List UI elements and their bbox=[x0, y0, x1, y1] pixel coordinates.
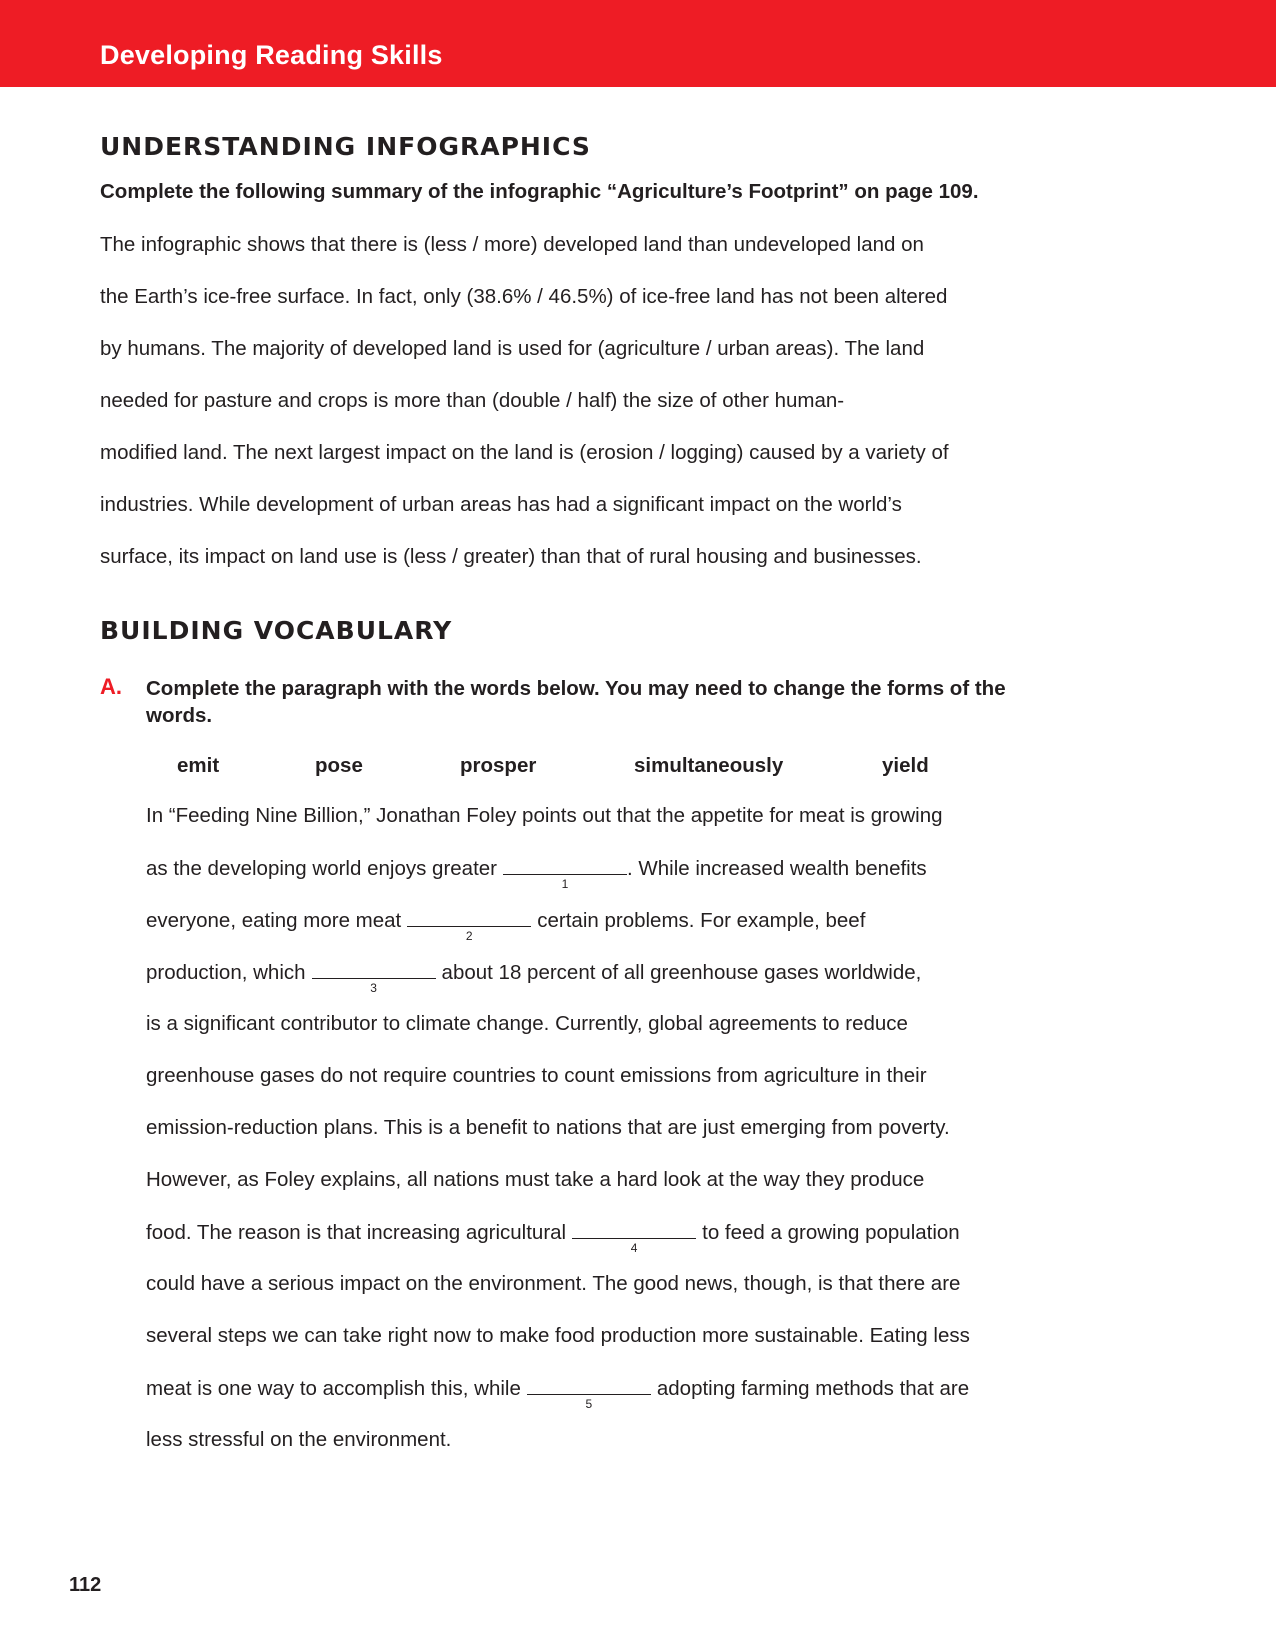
summary-line: industries. While development of urban areas has had a significant impact on the world’s bbox=[100, 493, 902, 516]
paragraph-line bbox=[146, 961, 922, 995]
paragraph-line: less stressful on the environment. bbox=[146, 1428, 452, 1451]
paragraph-text: about 18 percent of all greenhouse gases worldwide, bbox=[441, 961, 922, 984]
blank-number: 5 bbox=[585, 1397, 593, 1411]
summary-line: needed for pasture and crops is more than (double / half) the size of other human- bbox=[100, 389, 845, 412]
paragraph-line: In “Feeding Nine Billion,” Jonathan Foley points out that the appetite for meat is growing bbox=[146, 804, 943, 827]
paragraph-text: to feed a growing population bbox=[702, 1221, 960, 1244]
blank-5[interactable] bbox=[527, 1378, 651, 1411]
infographics-heading: UNDERSTANDING INFOGRAPHICS bbox=[100, 132, 591, 161]
paragraph-line: could have a serious impact on the environment. The good news, though, is that there are bbox=[146, 1272, 961, 1295]
paragraph-text: everyone, eating more meat bbox=[146, 909, 402, 932]
paragraph-text: production, which bbox=[146, 961, 306, 984]
blank-number: 2 bbox=[465, 929, 473, 943]
paragraph-text: food. The reason is that increasing agricultural bbox=[146, 1221, 567, 1244]
vocabulary-heading: BUILDING VOCABULARY bbox=[100, 616, 453, 645]
summary-line: the Earth’s ice-free surface. In fact, only (38.6% / 46.5%) of ice-free land has not been altered bbox=[100, 285, 948, 308]
blank-number: 3 bbox=[370, 981, 377, 995]
page-number: 112 bbox=[69, 1574, 102, 1596]
paragraph-line bbox=[146, 857, 927, 891]
item-prompt: Complete the paragraph with the words below. You may need to change the forms of the words. bbox=[146, 677, 1006, 727]
section-title: Developing Reading Skills bbox=[100, 40, 443, 70]
word-bank-item: pose bbox=[315, 754, 363, 777]
blank-4[interactable] bbox=[572, 1222, 696, 1255]
blank-3[interactable] bbox=[312, 962, 436, 995]
paragraph-line: is a significant contributor to climate change. Currently, global agreements to reduce bbox=[146, 1012, 908, 1035]
paragraph-text: certain problems. For example, beef bbox=[537, 909, 866, 932]
paragraph-line bbox=[146, 1377, 970, 1411]
paragraph-text: . While increased wealth benefits bbox=[627, 857, 927, 880]
paragraph-line bbox=[146, 1221, 960, 1255]
paragraph-text: meat is one way to accomplish this, while bbox=[146, 1377, 521, 1400]
word-bank-item: emit bbox=[177, 754, 220, 777]
paragraph-text: adopting farming methods that are bbox=[656, 1377, 970, 1400]
blank-2[interactable] bbox=[407, 910, 531, 943]
summary-line: surface, its impact on land use is (less / greater) than that of rural housing and businesses. bbox=[100, 545, 922, 568]
item-letter: A. bbox=[100, 674, 122, 699]
header-banner bbox=[0, 0, 1276, 87]
infographics-instructions: Complete the following summary of the infographic “Agriculture’s Footprint” on page 109. bbox=[100, 180, 979, 203]
word-bank-item: simultaneously bbox=[634, 754, 784, 777]
paragraph-line: emission-reduction plans. This is a benefit to nations that are just emerging from poverty. bbox=[146, 1116, 950, 1139]
word-bank-item: prosper bbox=[460, 754, 537, 777]
summary-line: modified land. The next largest impact on the land is (erosion / logging) caused by a variety of bbox=[100, 441, 949, 464]
paragraph-line: However, as Foley explains, all nations must take a hard look at the way they produce bbox=[146, 1168, 925, 1191]
paragraph-text: as the developing world enjoys greater bbox=[146, 857, 497, 880]
summary-line: by humans. The majority of developed land is used for (agriculture / urban areas). The land bbox=[100, 337, 925, 360]
paragraph-line bbox=[146, 909, 866, 943]
blank-number: 1 bbox=[561, 877, 569, 891]
paragraph-line: several steps we can take right now to make food production more sustainable. Eating less bbox=[146, 1324, 970, 1347]
blank-number: 4 bbox=[630, 1241, 638, 1255]
blank-1[interactable] bbox=[503, 858, 627, 891]
paragraph-line: greenhouse gases do not require countries to count emissions from agriculture in their bbox=[146, 1064, 927, 1087]
word-bank-item: yield bbox=[882, 754, 929, 777]
summary-line: The infographic shows that there is (less / more) developed land than undeveloped land on bbox=[100, 233, 924, 256]
